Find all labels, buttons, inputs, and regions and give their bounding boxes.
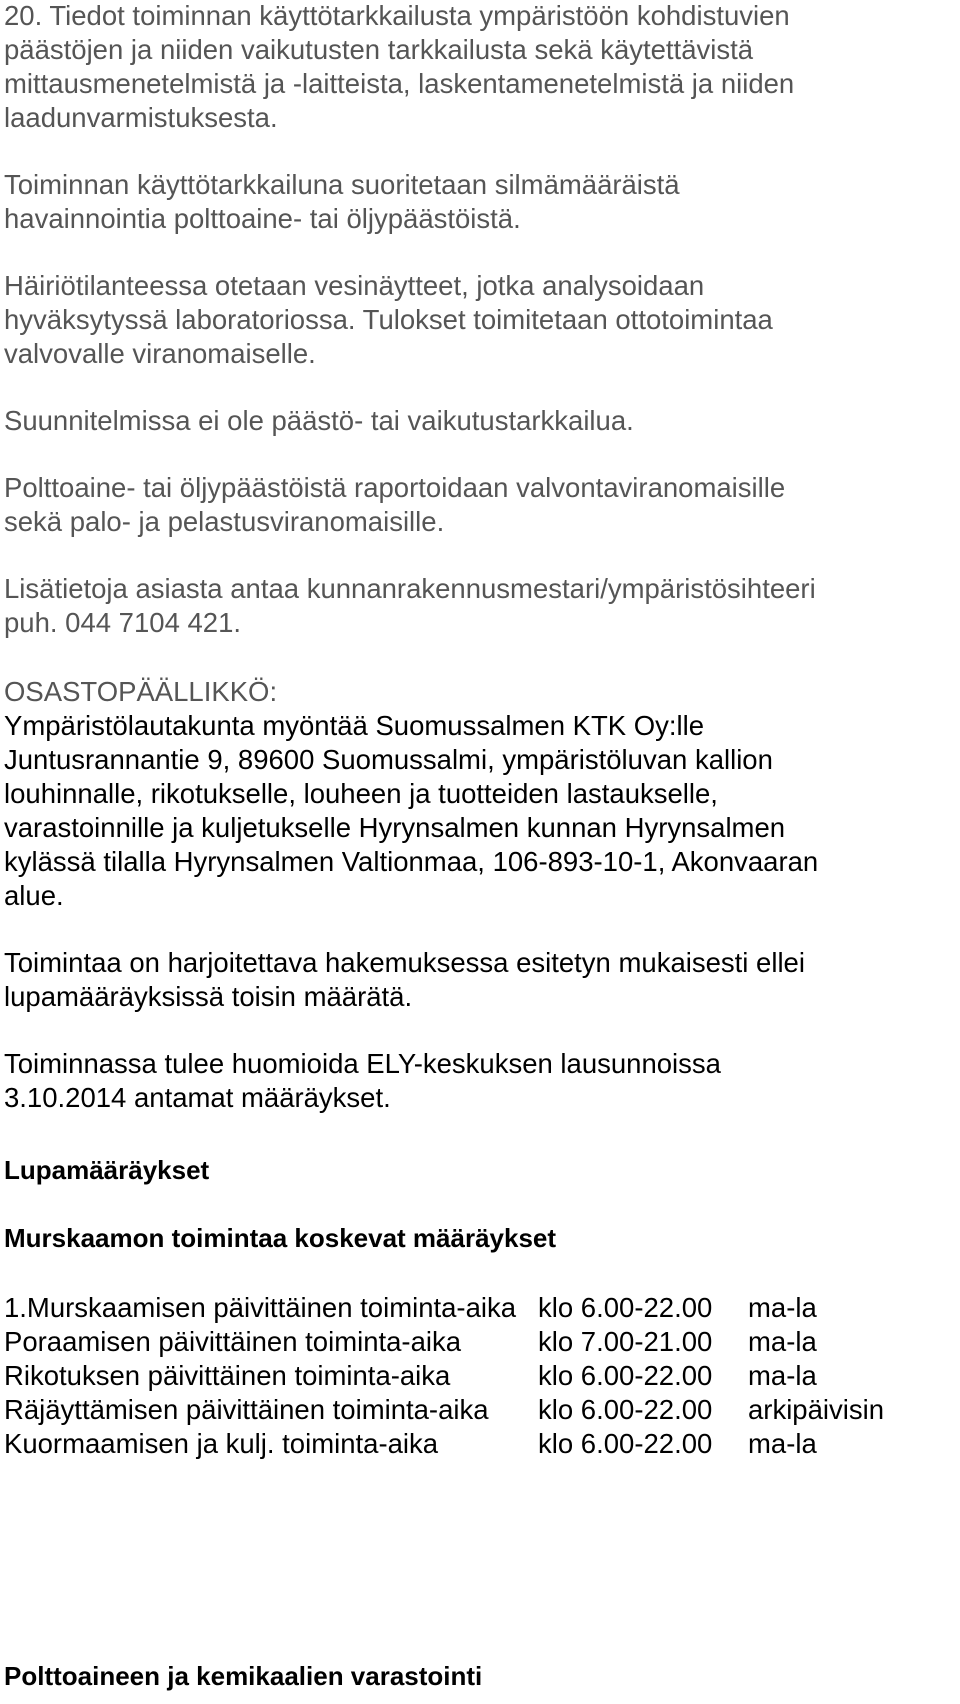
schedule-hours: klo 6.00-22.00	[538, 1394, 713, 1425]
schedule-days: ma-la	[748, 1428, 817, 1459]
paragraph-line: valvovalle viranomaiselle.	[4, 338, 316, 369]
heading-polttoaineet: Polttoaineen ja kemikaalien varastointi	[4, 1661, 483, 1691]
paragraph-line: Polttoaine- tai öljypäästöistä raportoidaan valvontaviranomaisille	[4, 472, 786, 503]
decision-line: kylässä tilalla Hyrynsalmen Valtionmaa, 106-893-10-1, Akonvaaran	[4, 846, 819, 877]
schedule-row	[4, 1358, 954, 1394]
schedule-days: arkipäivisin	[748, 1394, 885, 1425]
paragraph-line: lupamääräyksissä toisin määrätä.	[4, 981, 413, 1012]
schedule-hours: klo 7.00-21.00	[538, 1326, 713, 1357]
paragraph-line: 3.10.2014 antamat määräykset.	[4, 1082, 391, 1113]
schedule-row	[4, 1324, 954, 1360]
schedule-activity: Rikotuksen päivittäinen toiminta-aika	[4, 1360, 451, 1391]
paragraph-line: Toiminnassa tulee huomioida ELY-keskuksen lausunnoissa	[4, 1048, 721, 1079]
schedule-days: ma-la	[748, 1292, 817, 1323]
schedule-days: ma-la	[748, 1360, 817, 1391]
schedule-hours: klo 6.00-22.00	[538, 1292, 713, 1323]
paragraph-line: hyväksytyssä laboratoriossa. Tulokset toimitetaan ottotoimintaa	[4, 304, 773, 335]
schedule-row	[4, 1392, 954, 1428]
section-20-heading-line-3: mittausmenetelmistä ja -laitteista, laskentamenetelmistä ja niiden	[4, 68, 795, 99]
heading-murskaamo: Murskaamon toimintaa koskevat määräykset	[4, 1223, 557, 1253]
heading-lupamaaraykset: Lupamääräykset	[4, 1155, 210, 1185]
paragraph-line: sekä palo- ja pelastusviranomaisille.	[4, 506, 445, 537]
schedule-hours: klo 6.00-22.00	[538, 1360, 713, 1391]
paragraph-line: Lisätietoja asiasta antaa kunnanrakennusmestari/ympäristösihteeri	[4, 573, 816, 604]
decision-heading: OSASTOPÄÄLLIKKÖ:	[4, 676, 278, 707]
schedule-activity: Räjäyttämisen päivittäinen toiminta-aika	[4, 1394, 489, 1425]
section-20-heading-line-2: päästöjen ja niiden vaikutusten tarkkailusta sekä käytettävistä	[4, 34, 754, 65]
decision-line: alue.	[4, 880, 64, 911]
paragraph-line: havainnointia polttoaine- tai öljypäästöistä.	[4, 203, 521, 234]
schedule-activity: Kuormaamisen ja kulj. toiminta-aika	[4, 1428, 439, 1459]
paragraph-line: Suunnitelmissa ei ole päästö- tai vaikutustarkkailua.	[4, 405, 634, 436]
section-20-heading-line-1: 20. Tiedot toiminnan käyttötarkkailusta ympäristöön kohdistuvien	[4, 0, 790, 31]
schedule-activity: 1.Murskaamisen päivittäinen toiminta-aika	[4, 1292, 517, 1323]
paragraph-line: Toiminnan käyttötarkkailuna suoritetaan silmämääräistä	[4, 169, 680, 200]
schedule-hours: klo 6.00-22.00	[538, 1428, 713, 1459]
schedule-activity: Poraamisen päivittäinen toiminta-aika	[4, 1326, 462, 1357]
section-20-heading-line-4: laadunvarmistuksesta.	[4, 102, 278, 133]
decision-line: varastoinnille ja kuljetukselle Hyrynsalmen kunnan Hyrynsalmen	[4, 812, 786, 843]
paragraph-line: Häiriötilanteessa otetaan vesinäytteet, jotka analysoidaan	[4, 270, 705, 301]
schedule-row	[4, 1290, 954, 1326]
schedule-row	[4, 1426, 954, 1462]
decision-line: Juntusrannantie 9, 89600 Suomussalmi, ympäristöluvan kallion	[4, 744, 773, 775]
decision-line: louhinnalle, rikotukselle, louheen ja tuotteiden lastaukselle,	[4, 778, 718, 809]
decision-line: Ympäristölautakunta myöntää Suomussalmen KTK Oy:lle	[4, 710, 705, 741]
paragraph-line: Toimintaa on harjoitettava hakemuksessa esitetyn mukaisesti ellei	[4, 947, 805, 978]
schedule-days: ma-la	[748, 1326, 817, 1357]
paragraph-line: puh. 044 7104 421.	[4, 607, 242, 638]
